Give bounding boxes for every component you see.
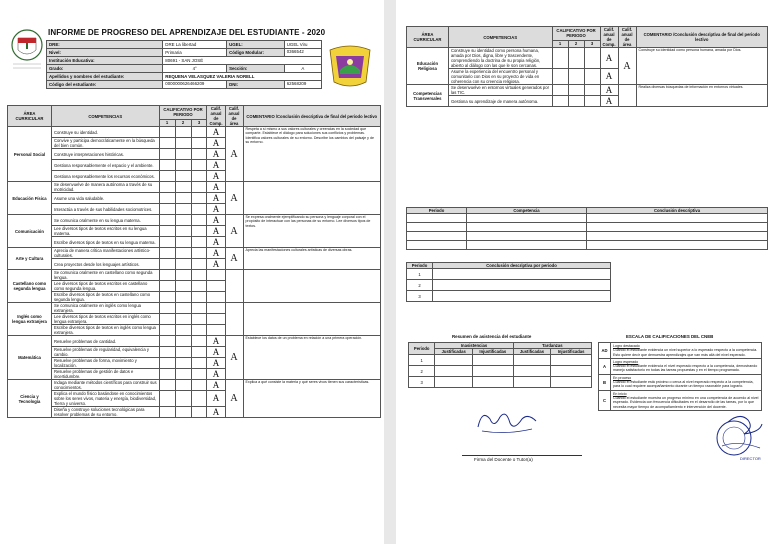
r-col-area-header: ÁREA CURRICULAR <box>407 27 449 48</box>
area-comment: Establece los datos de un problema en relación a una primera operación. <box>243 336 381 380</box>
competency-text: Asume la experiencia del encuentro personal y comunitario con Dios en su proyecto de vida en coherencia con su creencia religiosa. <box>448 69 552 85</box>
period-1-grade <box>552 48 568 69</box>
escala-code: B <box>599 374 611 390</box>
r-col-coment-header: COMENTARIO /Conclusión descriptiva de final del periodo lectivo <box>636 27 767 48</box>
period-1-grade <box>159 182 175 193</box>
competency-final-grade <box>207 325 225 336</box>
pt2-periodo-header: Periodo <box>407 263 433 269</box>
period-3-grade <box>191 160 207 171</box>
dre-label: DRE: <box>47 41 163 49</box>
dni-value: 62568209 <box>284 81 321 89</box>
period-1-grade <box>159 127 175 138</box>
competency-row <box>8 270 381 281</box>
competency-final-grade: A <box>207 336 225 347</box>
period-3-grade <box>191 336 207 347</box>
period-1-grade <box>159 204 175 215</box>
period-1-header: 1 <box>159 119 175 126</box>
escala-row <box>599 390 762 410</box>
asis-periodo-header: Periodo <box>409 343 435 355</box>
period-2-grade <box>175 314 191 325</box>
competency-text: Resuelve problemas de forma, movimiento y localización. <box>51 358 159 369</box>
period-3-grade <box>191 248 207 259</box>
period-1-grade <box>159 138 175 149</box>
grado-label: Grado: <box>47 65 163 73</box>
area-comment: Respeta a sí mismo a sus valores culturales y creencias en la sociedad que comparte. Establece el diálogo para soluciones sus conflictos y problemas. Identifica valores culturales de su entorno. Describe los cambios del paisaje y de su entorno. <box>243 127 381 182</box>
period-1-grade <box>159 303 175 314</box>
period-3-grade <box>191 391 207 407</box>
competency-text: Escribe diversos tipos de textos en castellano como segunda lengua. <box>51 292 159 303</box>
period-3-grade <box>584 48 600 69</box>
period-2-grade <box>175 138 191 149</box>
col-cal-header: CALIFICATIVO POR PERIODO <box>159 106 207 120</box>
competency-final-grade: A <box>207 259 225 270</box>
asistencia-table <box>408 342 592 388</box>
area-comment: Aprecia las manifestaciones culturales artísticas de diversas obras. <box>243 248 381 270</box>
period-1-grade <box>159 149 175 160</box>
area-final-grade: A <box>225 336 243 380</box>
period-2-grade <box>175 226 191 237</box>
competency-final-grade: A <box>207 226 225 237</box>
asis-injust-header: Injustificadas <box>472 349 513 355</box>
area-final-grade: A <box>225 215 243 248</box>
period-3-grade <box>191 358 207 369</box>
competency-text: Lee diversos tipos de textos escritos en castellano como segunda lengua. <box>51 281 159 292</box>
period-3-grade <box>191 127 207 138</box>
r-col-cal-header: CALIFICATIVO POR PERIODO <box>552 27 600 41</box>
competency-final-grade <box>207 292 225 303</box>
report-title: INFORME DE PROGRESO DEL APRENDIZAJE DEL ESTUDIANTE - 2020 <box>48 28 326 37</box>
period-3-grade <box>191 292 207 303</box>
period-1-grade <box>552 85 568 96</box>
area-comment <box>243 303 381 336</box>
period-1-grade <box>159 281 175 292</box>
pt2-row-label: 1 <box>407 269 433 280</box>
asis-row-label: 3 <box>409 377 435 388</box>
area-comment: Construye su identidad como persona humana, amada por Dios. <box>636 48 767 85</box>
period-1-grade <box>159 325 175 336</box>
period-1-grade <box>159 391 175 407</box>
periodo-conclusion-table <box>406 262 611 302</box>
competency-text: Se comunica oralmente en castellano como segunda lengua. <box>51 270 159 281</box>
period-2-grade <box>568 96 584 107</box>
period-2-grade <box>175 407 191 418</box>
competency-text: Lee diversos tipos de textos escritos en su lengua materna. <box>51 226 159 237</box>
period-3-grade <box>191 347 207 358</box>
escala-table <box>598 342 762 411</box>
competency-row <box>8 215 381 226</box>
pt2-row-label: 3 <box>407 291 433 302</box>
period-2-grade <box>568 85 584 96</box>
area-name: Castellano como segunda lengua <box>8 270 52 303</box>
pt1-comp-header: Competencia <box>467 208 587 214</box>
area-final-grade: A <box>618 48 636 85</box>
period-3-grade <box>191 303 207 314</box>
competency-text: Lee diversos tipos de textos escritos en inglés como lengua extranjera. <box>51 314 159 325</box>
alumno-value: REQUENA VELASQUEZ VALERIA NORELL <box>163 73 322 81</box>
area-comment: Se expresa oralmente ejemplificando su persona y lenguaje corporal con el propósito de interactuar con las personas de su entorno. Lee diversos tipos de textos. <box>243 215 381 248</box>
period-3-grade <box>191 171 207 182</box>
competency-text: Se desenvuelve de manera autónoma a través de su motricidad. <box>51 182 159 193</box>
competency-text: Aprecia de manera crítica manifestaciones artístico-culturales. <box>51 248 159 259</box>
area-name: Inglés como lengua extranjera <box>8 303 52 336</box>
ugel-label: UGEL: <box>227 41 285 49</box>
docente-signature-label: Firma del Docente o Tutor(a) <box>474 457 533 462</box>
competency-final-grade: A <box>207 182 225 193</box>
col-area-final-header: Calif. anual de área <box>225 106 243 127</box>
escala-row <box>599 374 762 390</box>
competency-final-grade: A <box>207 149 225 160</box>
period-3-grade <box>191 237 207 248</box>
period-3-grade <box>191 314 207 325</box>
escala-description: Cuando el estudiante evidencia el nivel esperado respecto a la competencia, demostrando manejo satisfactorio en todas las tareas propuestas y en el tiempo programado. <box>613 364 758 373</box>
codest-label: Código del estudiante: <box>47 81 163 89</box>
asis-row-label: 1 <box>409 355 435 366</box>
col-area-header: ÁREA CURRICULAR <box>8 106 52 127</box>
ugel-value: UGEL Viru <box>284 41 321 49</box>
r-col-comp-header: COMPETENCIAS <box>448 27 552 48</box>
period-2-grade <box>175 204 191 215</box>
escala-text-cell <box>611 374 762 390</box>
period-3-grade <box>191 193 207 204</box>
nivel-label: Nivel: <box>47 49 163 57</box>
period-1-grade <box>159 407 175 418</box>
area-comment <box>243 270 381 303</box>
competency-final-grade <box>207 281 225 292</box>
asis-tard-header: Tardanzas <box>513 343 591 349</box>
period-3-grade <box>191 369 207 380</box>
area-final-grade <box>225 303 243 336</box>
period-1-grade <box>159 369 175 380</box>
area-name: Ciencia y Tecnología <box>8 380 52 418</box>
area-final-grade <box>225 270 243 303</box>
competency-row <box>8 380 381 391</box>
area-final-grade: A <box>225 380 243 418</box>
competency-final-grade: A <box>207 347 225 358</box>
period-3-grade <box>191 204 207 215</box>
escala-heading: Logro esperado <box>613 359 639 364</box>
competency-final-grade: A <box>600 69 618 85</box>
r-col-final-header: Calif. anual de Comp. <box>600 27 618 48</box>
area-final-grade: A <box>225 127 243 182</box>
competency-final-grade: A <box>207 369 225 380</box>
period-2-header: 2 <box>175 119 191 126</box>
pt2-concl-header: Conclusión descriptiva por periodo <box>433 263 611 269</box>
escala-row <box>599 358 762 374</box>
period-1-grade <box>159 215 175 226</box>
competency-final-grade: A <box>600 48 618 69</box>
seccion-label: Sección: <box>227 65 285 73</box>
escala-heading: Logro destacado <box>613 344 640 348</box>
pt2-row-label: 2 <box>407 280 433 291</box>
period-2-grade <box>568 69 584 85</box>
competency-final-grade: A <box>207 237 225 248</box>
period-2-grade <box>175 347 191 358</box>
competency-row <box>8 127 381 138</box>
area-comment: Explica a qué consiste la materia y qué seres vivos tienen sus características. <box>243 380 381 418</box>
period-1-grade <box>552 69 568 85</box>
escala-description: Cuando el estudiante está próximo o cerca al nivel esperado respecto a la competencia, para lo cual requiere acompañamiento durante un tiempo razonable para lograrlo. <box>613 380 754 389</box>
period-3-grade <box>191 325 207 336</box>
peru-coat-of-arms-icon <box>10 28 44 84</box>
competency-text: Resuelve problemas de regularidad, equivalencia y cambio. <box>51 347 159 358</box>
area-name: Educación Física <box>8 182 52 215</box>
competency-row <box>407 85 768 96</box>
period-3-grade <box>191 380 207 391</box>
area-final-grade <box>618 85 636 107</box>
period-1-grade <box>159 314 175 325</box>
competency-text: Escribe diversos tipos de textos en su lengua materna. <box>51 237 159 248</box>
asis-row-label: 2 <box>409 366 435 377</box>
period-1-grade <box>159 160 175 171</box>
period-1-grade <box>159 358 175 369</box>
period-2-grade <box>175 171 191 182</box>
periodo-competencia-table <box>406 207 768 250</box>
seccion-value: A <box>284 65 321 73</box>
competency-text: Convive y participa democráticamente en la búsqueda del bien común. <box>51 138 159 149</box>
area-name: Educación Religiosa <box>407 48 449 85</box>
report-page-right <box>396 0 768 544</box>
competency-text: Se desenvuelve en entornos virtuales generados por las TIC. <box>448 85 552 96</box>
period-2-grade <box>175 303 191 314</box>
escala-description: Cuando el estudiante muestra un progreso mínimo en una competencia de acuerdo al nivel esperado. Evidencia con frecuencia dificultades en el desarrollo de las tareas, por lo que necesita mayor tiempo de acompañamiento e intervención del docente. <box>613 395 759 409</box>
period-2-grade <box>175 325 191 336</box>
escala-text-cell <box>611 358 762 374</box>
period-3-grade <box>191 215 207 226</box>
escala-heading: En proceso <box>613 375 632 380</box>
area-name: Matemática <box>8 336 52 380</box>
competency-row <box>407 48 768 69</box>
escala-row <box>599 343 762 359</box>
competency-row <box>8 248 381 259</box>
director-seal-icon <box>714 412 766 464</box>
period-2-grade <box>175 149 191 160</box>
period-3-grade <box>584 85 600 96</box>
competency-final-grade: A <box>207 248 225 259</box>
competency-text: Gestiona responsablemente el espacio y el ambiente. <box>51 160 159 171</box>
competency-final-grade <box>207 270 225 281</box>
period-3-grade <box>584 96 600 107</box>
competency-text: Interactúa a través de sus habilidades sociomotrices. <box>51 204 159 215</box>
page-gutter <box>384 0 396 544</box>
col-comp-header: COMPETENCIAS <box>51 106 159 127</box>
competency-text: Asume una vida saludable. <box>51 193 159 204</box>
competency-final-grade: A <box>207 407 225 418</box>
competency-text: Resuelve problemas de gestión de datos e incertidumbre. <box>51 369 159 380</box>
escala-title: ESCALA DE CALIFICACIONES DEL CNEB <box>626 334 714 339</box>
period-3-grade <box>191 407 207 418</box>
period-1-grade <box>159 380 175 391</box>
area-name: Arte y Cultura <box>8 248 52 270</box>
period-2-grade <box>175 391 191 407</box>
period-2-grade <box>175 248 191 259</box>
period-3-grade <box>191 182 207 193</box>
dni-label: DNI: <box>227 81 285 89</box>
competency-final-grade: A <box>207 204 225 215</box>
period-2-grade <box>175 281 191 292</box>
period-1-grade <box>159 336 175 347</box>
competency-final-grade: A <box>207 358 225 369</box>
area-name: Personal Social <box>8 127 52 182</box>
period-1-grade <box>159 292 175 303</box>
alumno-label: Apellidos y nombres del estudiante: <box>47 73 163 81</box>
area-name: Competencias Transversales <box>407 85 449 107</box>
competency-final-grade: A <box>600 96 618 107</box>
period-3-grade <box>191 226 207 237</box>
asis-inas-header: Inasistencias <box>435 343 513 349</box>
competency-text: Se comunica oralmente en su lengua materna. <box>51 215 159 226</box>
escala-description: Cuando el estudiante evidencia un nivel superior a lo esperado respecto a la competencia. Esto quiere decir que demuestra aprendizajes que van más allá del nivel esperado. <box>613 348 758 357</box>
pt1-concl-header: Conclusión descriptiva <box>587 208 768 214</box>
docente-signature-line <box>462 455 582 456</box>
student-info-table <box>46 40 322 89</box>
period-2-grade <box>175 259 191 270</box>
competency-text: Escribe diversos tipos de textos en inglés como lengua extranjera. <box>51 325 159 336</box>
competency-text: Diseña y construye soluciones tecnológicas para resolver problemas de su entorno. <box>51 407 159 418</box>
period-3-grade <box>584 69 600 85</box>
period-2-grade <box>175 215 191 226</box>
escala-code: A <box>599 358 611 374</box>
period-3-grade <box>191 259 207 270</box>
col-coment-header: COMENTARIO /Conclusión descriptiva de final del periodo lectivo <box>243 106 381 127</box>
codmod-label: Código Modular: <box>227 49 285 57</box>
period-3-grade <box>191 138 207 149</box>
period-3-header: 3 <box>191 119 207 126</box>
dre-value: DRE La libertad <box>163 41 227 49</box>
col-final-header: Calif. anual de Comp. <box>207 106 225 127</box>
period-2-grade <box>175 380 191 391</box>
period-1-grade <box>159 171 175 182</box>
period-1-grade <box>159 237 175 248</box>
competency-text: Se comunica oralmente en inglés como lengua extranjera. <box>51 303 159 314</box>
competency-final-grade: A <box>207 127 225 138</box>
period-2-grade <box>175 369 191 380</box>
competency-text: Resuelve problemas de cantidad. <box>51 336 159 347</box>
escala-text-cell <box>611 390 762 410</box>
period-2-grade <box>568 48 584 69</box>
competency-final-grade: A <box>207 380 225 391</box>
period-2-grade <box>175 237 191 248</box>
seal-director-text: DIRECTOR <box>740 456 761 461</box>
period-1-grade <box>159 270 175 281</box>
competency-text: Crea proyectos desde los lenguajes artísticos. <box>51 259 159 270</box>
nivel-value: Primaria <box>163 49 227 57</box>
escala-code: AD <box>599 343 611 359</box>
period-3-grade <box>191 270 207 281</box>
competency-final-grade: A <box>207 193 225 204</box>
period-2-grade <box>175 193 191 204</box>
period-2-grade <box>175 127 191 138</box>
competency-text: Construye su identidad como persona humana, amada por Dios, digna, libre y trascendente, comprendiendo la doctrina de su propia religión, abierto al diálogo con las que le son cercanas. <box>448 48 552 69</box>
competency-text: Gestiona responsablemente los recursos económicos. <box>51 171 159 182</box>
grades-table <box>7 105 381 418</box>
codest-value: 0000000626466209 <box>163 81 227 89</box>
period-1-grade <box>159 347 175 358</box>
period-2-grade <box>175 160 191 171</box>
religion-transversal-table <box>406 26 768 107</box>
competency-final-grade <box>207 314 225 325</box>
competency-text: Construye interpretaciones históricas. <box>51 149 159 160</box>
period-1-grade <box>159 248 175 259</box>
r-period-2-header: 2 <box>568 40 584 47</box>
competency-final-grade <box>207 303 225 314</box>
competency-row <box>8 303 381 314</box>
inst-value: 80691 - SAN JOSÉ <box>163 57 322 65</box>
competency-text: Construye su identidad. <box>51 127 159 138</box>
period-1-grade <box>159 259 175 270</box>
period-2-grade <box>175 292 191 303</box>
competency-text: Gestiona su aprendizaje de manera autónoma. <box>448 96 552 107</box>
r-period-1-header: 1 <box>552 40 568 47</box>
competency-final-grade: A <box>207 215 225 226</box>
competency-final-grade: A <box>600 85 618 96</box>
competency-final-grade: A <box>207 138 225 149</box>
codmod-value: 0366542 <box>284 49 321 57</box>
area-final-grade: A <box>225 248 243 270</box>
pt1-periodo-header: Periodo <box>407 208 467 214</box>
area-name: Comunicación <box>8 215 52 248</box>
r-period-3-header: 3 <box>584 40 600 47</box>
asis-just-header: Justificadas <box>435 349 473 355</box>
escala-code: C <box>599 390 611 410</box>
area-final-grade: A <box>225 182 243 215</box>
area-comment <box>243 182 381 215</box>
grado-value: 4° <box>163 65 227 73</box>
period-2-grade <box>175 182 191 193</box>
inst-label: Institución Educativa: <box>47 57 163 65</box>
asis-injust-header: Injustificadas <box>551 349 592 355</box>
period-1-grade <box>159 226 175 237</box>
competency-text: Explica el mundo físico basándose en conocimientos sobre los seres vivos, materia y energía, biodiversidad, Tierra y universo. <box>51 391 159 407</box>
competency-text: Indaga mediante métodos científicos para construir sus conocimientos. <box>51 380 159 391</box>
competency-final-grade: A <box>207 171 225 182</box>
competency-final-grade: A <box>207 391 225 407</box>
asis-just-header: Justificadas <box>513 349 551 355</box>
school-logo-icon <box>326 44 374 90</box>
period-2-grade <box>175 270 191 281</box>
r-col-area-final-header: Calif. anual de área <box>618 27 636 48</box>
competency-final-grade: A <box>207 160 225 171</box>
asistencia-title: Resumen de asistencia del estudiante <box>452 334 532 339</box>
period-1-grade <box>159 193 175 204</box>
docente-signature-icon <box>472 405 542 439</box>
period-3-grade <box>191 281 207 292</box>
area-comment: Realiza diversas búsquedas de información en entornos virtuales. <box>636 85 767 107</box>
period-2-grade <box>175 336 191 347</box>
escala-heading: En inicio <box>613 391 627 396</box>
period-3-grade <box>191 149 207 160</box>
competency-row <box>8 336 381 347</box>
period-1-grade <box>552 96 568 107</box>
competency-row <box>8 182 381 193</box>
escala-text-cell <box>611 343 762 359</box>
period-2-grade <box>175 358 191 369</box>
